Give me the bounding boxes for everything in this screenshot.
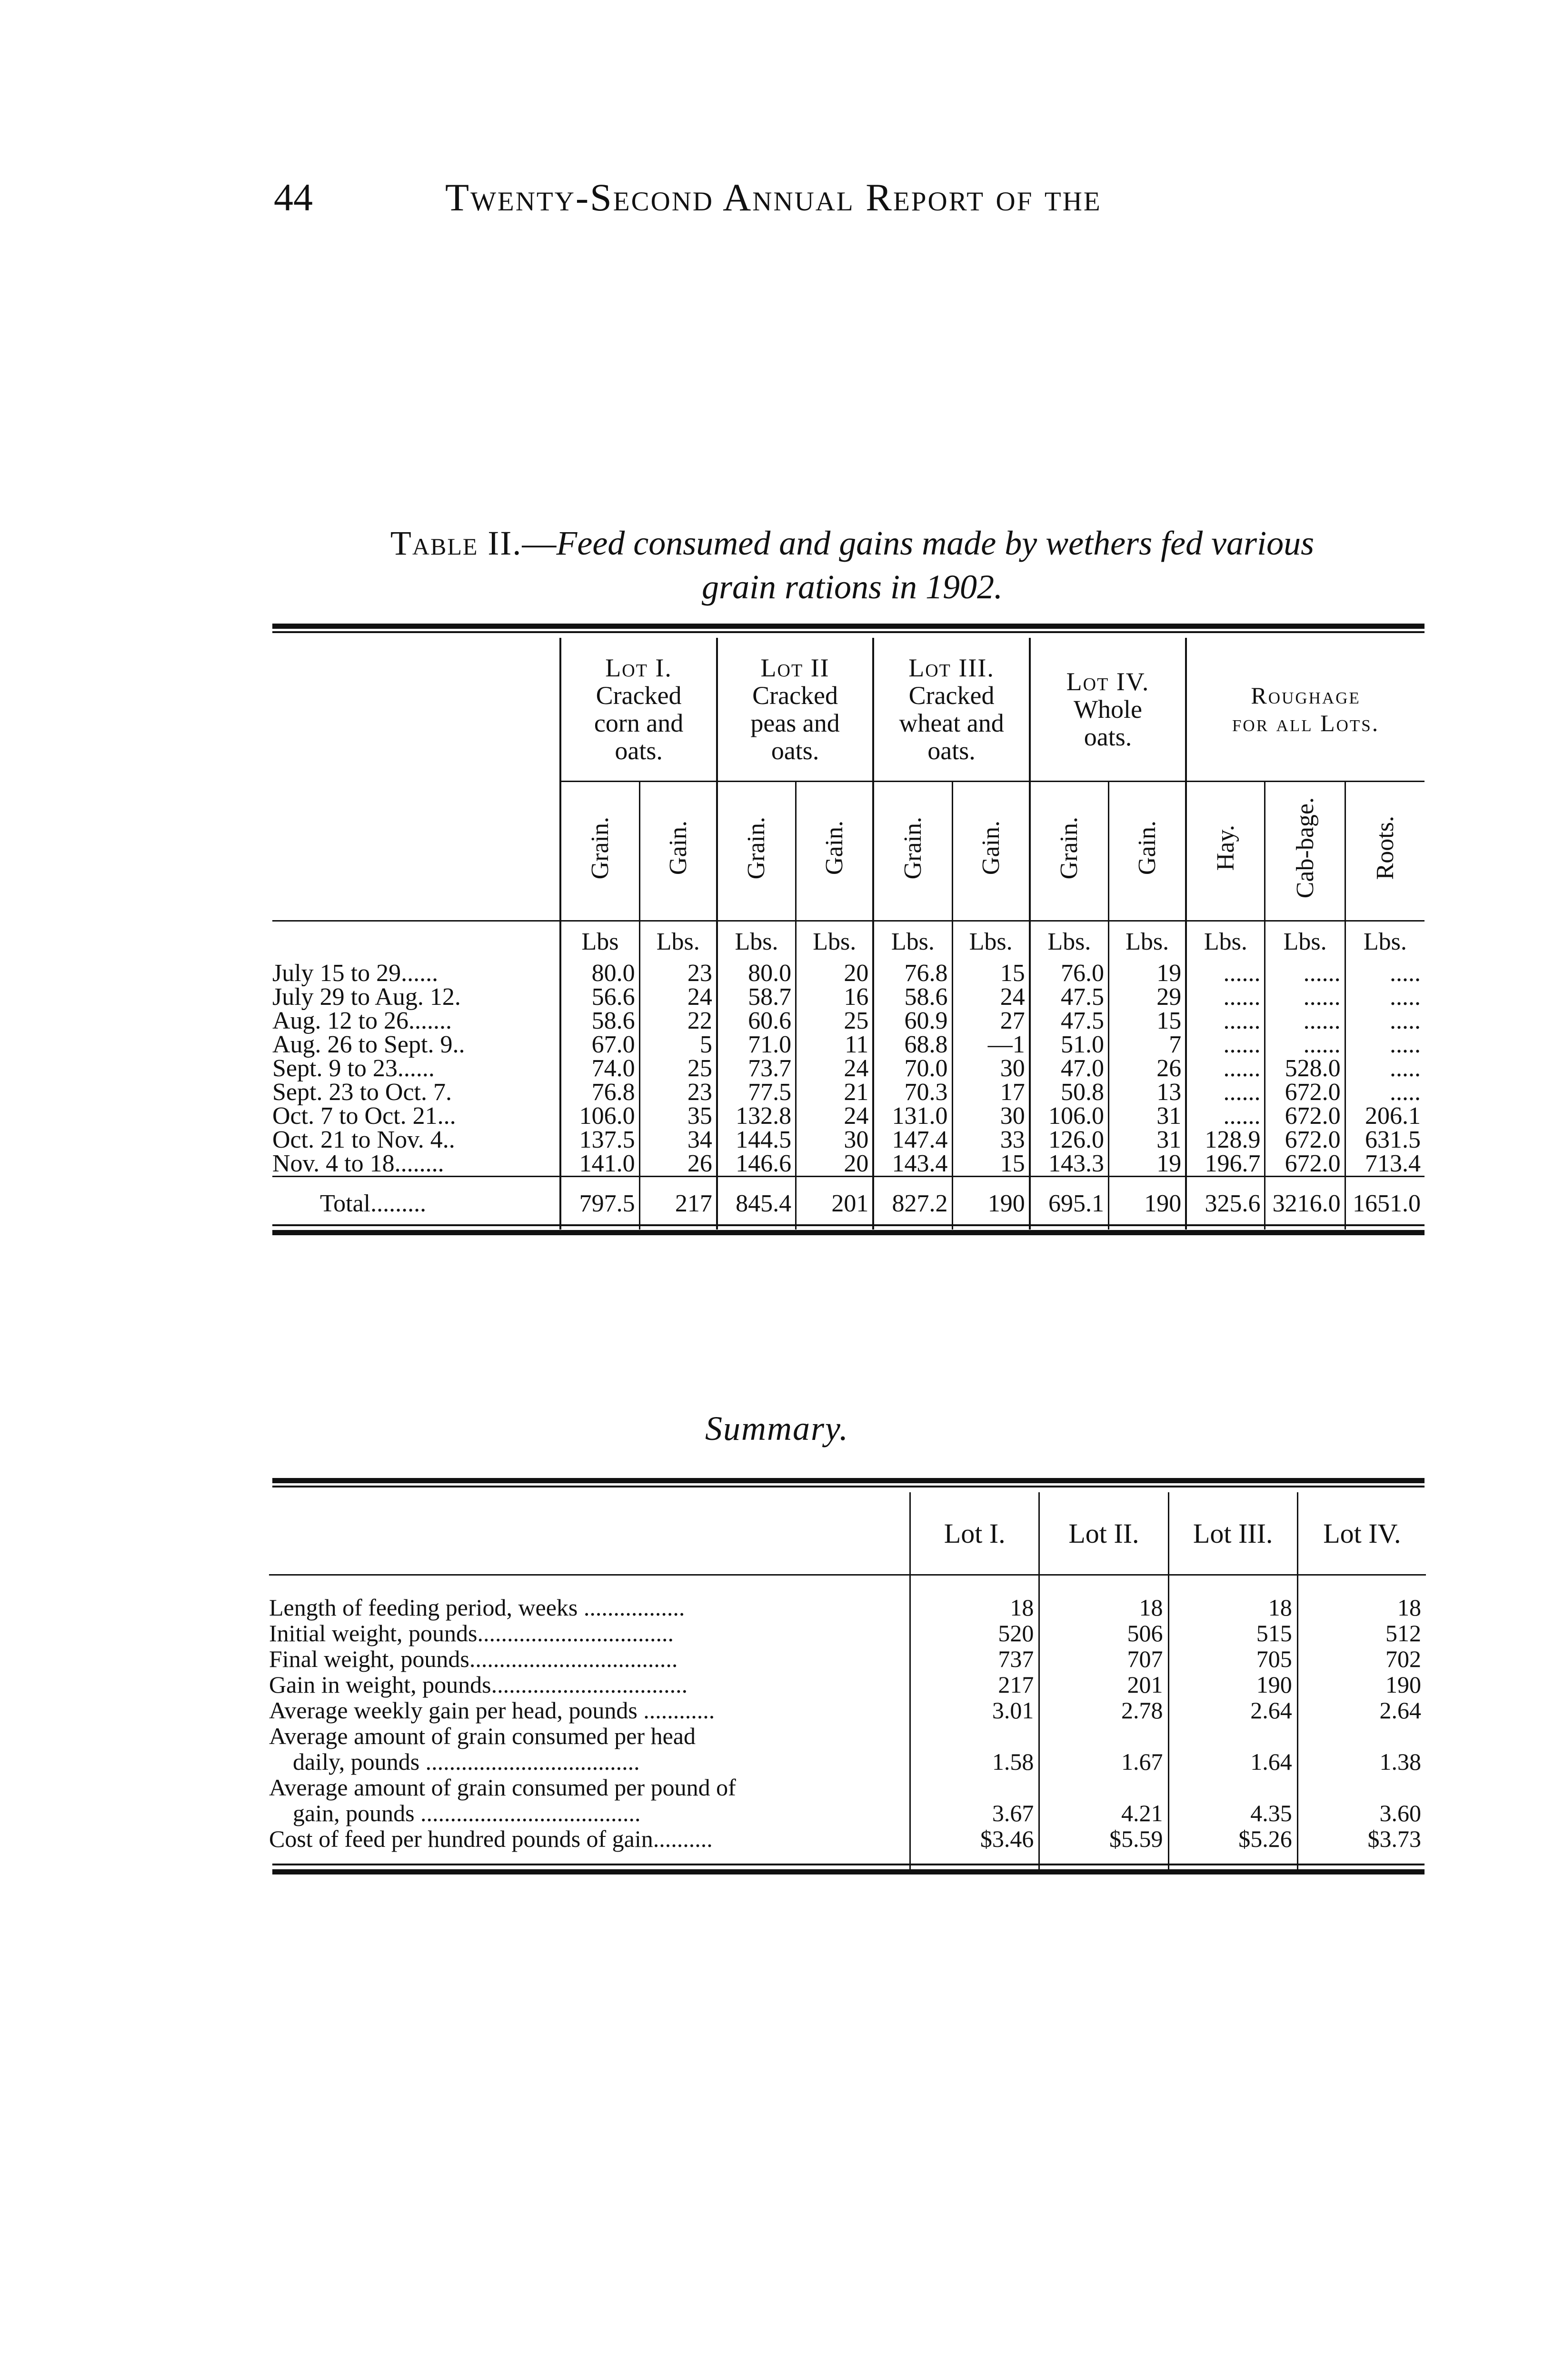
summary-label <box>269 1723 910 1775</box>
feed-cell: ..... <box>1345 1081 1424 1104</box>
feed-cell: 30 <box>952 1057 1030 1081</box>
feed-cell: 631.5 <box>1345 1128 1424 1152</box>
feed-cell: 141.0 <box>560 1152 639 1177</box>
feed-cell: 50.8 <box>1030 1081 1109 1104</box>
feed-cell: 17 <box>952 1081 1030 1104</box>
subhead-text: Gain. <box>977 821 1005 875</box>
lot-desc: peas and <box>750 709 840 737</box>
summary-stub-header <box>269 1492 910 1575</box>
feed-cell: 30 <box>796 1128 874 1152</box>
feed-cell: 58.6 <box>560 1009 639 1033</box>
feed-cell: 25 <box>639 1057 717 1081</box>
summary-top-rule-thin <box>272 1486 1424 1488</box>
feed-cell: 30 <box>952 1104 1030 1128</box>
feed-cell: 80.0 <box>717 962 796 985</box>
summary-label <box>269 1620 910 1646</box>
summary-value: 1.64 <box>1168 1723 1297 1775</box>
roughage-header <box>1186 638 1424 782</box>
subhead-text: Gain. <box>664 821 692 875</box>
total-cell: 190 <box>952 1177 1030 1230</box>
table-caption-line2: grain rations in 1902. <box>701 568 1003 606</box>
feed-cell: 47.5 <box>1030 1009 1109 1033</box>
unit-cell: Lbs. <box>639 921 717 962</box>
feed-cell: 106.0 <box>1030 1104 1109 1128</box>
period-label: Oct. 21 to Nov. 4.. <box>272 1126 455 1153</box>
column-subhead <box>639 782 717 921</box>
subhead-text: Hay. <box>1212 825 1239 871</box>
total-cell: 695.1 <box>1030 1177 1109 1230</box>
column-subhead <box>1109 782 1186 921</box>
lot-header <box>1030 638 1186 782</box>
feed-cell: ...... <box>1186 985 1265 1009</box>
feed-cell: 21 <box>796 1081 874 1104</box>
stub-subhead <box>272 782 560 921</box>
feed-cell: 24 <box>952 985 1030 1009</box>
feed-cell: ...... <box>1265 962 1345 985</box>
feed-cell: 58.7 <box>717 985 796 1009</box>
summary-value: 18 <box>1039 1575 1168 1621</box>
page-header <box>274 175 1369 232</box>
total-cell: 3216.0 <box>1265 1177 1345 1230</box>
feed-cell: 58.6 <box>873 985 952 1009</box>
summary-value: 3.67 <box>910 1775 1039 1826</box>
feed-cell: ...... <box>1265 1033 1345 1057</box>
feed-row <box>272 962 1424 985</box>
summary-header-row <box>269 1492 1426 1575</box>
lot-desc: Cracked <box>596 681 682 710</box>
feed-cell: 16 <box>796 985 874 1009</box>
subhead-row <box>272 782 1424 921</box>
feed-cell: 19 <box>1109 1152 1186 1177</box>
summary-value: 705 <box>1168 1646 1297 1672</box>
stub-header <box>272 638 560 782</box>
feed-cell: 22 <box>639 1009 717 1033</box>
lot-desc: Cracked <box>752 681 838 710</box>
lot-header <box>560 638 717 782</box>
feed-cell: 76.0 <box>1030 962 1109 985</box>
total-label: Total......... <box>272 1177 560 1230</box>
summary-value: 1.58 <box>910 1723 1039 1775</box>
summary-value: 3.60 <box>1297 1775 1426 1826</box>
feed-cell: 24 <box>796 1057 874 1081</box>
feed-cell: 60.9 <box>873 1009 952 1033</box>
feed-cell: 26 <box>639 1152 717 1177</box>
feed-cell: 672.0 <box>1265 1128 1345 1152</box>
summary-value: 515 <box>1168 1620 1297 1646</box>
feed-cell: 70.0 <box>873 1057 952 1081</box>
summary-value: 2.64 <box>1297 1697 1426 1723</box>
lot-header-row <box>272 638 1424 782</box>
roughage-subtitle: for all Lots. <box>1232 710 1380 736</box>
table-top-rule <box>272 624 1424 629</box>
total-cell: 201 <box>796 1177 874 1230</box>
summary-table <box>269 1492 1426 1871</box>
total-cell: 845.4 <box>717 1177 796 1230</box>
feed-cell: ..... <box>1345 1057 1424 1081</box>
unit-cell: Lbs. <box>1345 921 1424 962</box>
summary-row <box>269 1723 1426 1775</box>
feed-cell: 23 <box>639 962 717 985</box>
summary-label-continuation: daily, pounds .................................... <box>293 1748 640 1775</box>
feed-cell: 144.5 <box>717 1128 796 1152</box>
total-cell: 1651.0 <box>1345 1177 1424 1230</box>
summary-column-header: Lot I. <box>910 1492 1039 1575</box>
summary-label-line: Final weight, pounds................................... <box>269 1646 678 1672</box>
feed-cell: 132.8 <box>717 1104 796 1128</box>
feed-cell: ...... <box>1265 985 1345 1009</box>
summary-label-line: Average amount of grain consumed per head <box>269 1723 696 1749</box>
feed-cell: 15 <box>952 1152 1030 1177</box>
period-label: Aug. 26 to Sept. 9.. <box>272 1031 465 1058</box>
lot-title: Lot III. <box>908 654 995 682</box>
summary-row <box>269 1697 1426 1723</box>
roughage-title: Roughage <box>1251 682 1361 709</box>
summary-bottom-rule <box>272 1869 1424 1874</box>
feed-cell: 146.6 <box>717 1152 796 1177</box>
feed-cell: ..... <box>1345 1009 1424 1033</box>
summary-row <box>269 1646 1426 1672</box>
total-cell: 797.5 <box>560 1177 639 1230</box>
lot-desc: oats. <box>771 736 819 765</box>
feed-cell: ..... <box>1345 962 1424 985</box>
summary-label-line: Cost of feed per hundred pounds of gain.......... <box>269 1825 713 1852</box>
lot-desc: oats. <box>615 736 663 765</box>
feed-cell: ...... <box>1186 1057 1265 1081</box>
summary-title: Summary. <box>705 1409 849 1448</box>
summary-value: 702 <box>1297 1646 1426 1672</box>
column-subhead <box>717 782 796 921</box>
period-label: Sept. 9 to 23...... <box>272 1055 435 1082</box>
table-bottom-rule-thin <box>272 1224 1424 1226</box>
unit-cell: Lbs. <box>952 921 1030 962</box>
feed-cell: 147.4 <box>873 1128 952 1152</box>
feed-cell: 15 <box>952 962 1030 985</box>
summary-value: 201 <box>1039 1672 1168 1697</box>
lot-desc: wheat and <box>899 709 1004 737</box>
column-subhead <box>1030 782 1109 921</box>
feed-cell: 35 <box>639 1104 717 1128</box>
feed-cell: ...... <box>1186 1033 1265 1057</box>
unit-cell: Lbs. <box>717 921 796 962</box>
unit-cell: Lbs. <box>1109 921 1186 962</box>
feed-cell: 126.0 <box>1030 1128 1109 1152</box>
feed-row <box>272 1152 1424 1177</box>
feed-cell: ..... <box>1345 1033 1424 1057</box>
summary-row <box>269 1775 1426 1826</box>
feed-cell: —1 <box>952 1033 1030 1057</box>
feed-row <box>272 1033 1424 1057</box>
table-caption-lead: Table II. <box>390 524 522 562</box>
subhead-text: Grain. <box>1056 816 1083 880</box>
lot-desc: corn and <box>594 709 684 737</box>
feed-cell: 71.0 <box>717 1033 796 1057</box>
units-row <box>272 921 1424 962</box>
feed-cell: ...... <box>1186 1081 1265 1104</box>
feed-cell: 672.0 <box>1265 1104 1345 1128</box>
feed-cell: 19 <box>1109 962 1186 985</box>
subhead-text: Grain. <box>899 816 926 880</box>
summary-column-header: Lot IV. <box>1297 1492 1426 1575</box>
summary-row <box>269 1620 1426 1646</box>
feed-cell: 25 <box>796 1009 874 1033</box>
summary-value: 18 <box>910 1575 1039 1621</box>
summary-value: 707 <box>1039 1646 1168 1672</box>
total-row <box>272 1177 1424 1230</box>
column-subhead <box>1265 782 1345 921</box>
lot-title: Lot I. <box>605 654 672 682</box>
column-subhead <box>560 782 639 921</box>
period-label: Oct. 7 to Oct. 21... <box>272 1102 456 1130</box>
total-cell: 190 <box>1109 1177 1186 1230</box>
summary-value: 18 <box>1168 1575 1297 1621</box>
feed-cell: 60.6 <box>717 1009 796 1033</box>
feed-cell: 70.3 <box>873 1081 952 1104</box>
period-label: July 29 to Aug. 12. <box>272 983 461 1011</box>
summary-value: 737 <box>910 1646 1039 1672</box>
subhead-text: Gain. <box>821 821 848 875</box>
lot-desc: Whole <box>1074 695 1142 724</box>
feed-cell: 11 <box>796 1033 874 1057</box>
feed-cell: 672.0 <box>1265 1152 1345 1177</box>
feed-table <box>272 638 1424 1230</box>
lot-desc: Cracked <box>908 681 995 710</box>
feed-cell: 24 <box>796 1104 874 1128</box>
summary-column-header: Lot II. <box>1039 1492 1168 1575</box>
feed-cell: 73.7 <box>717 1057 796 1081</box>
summary-top-rule <box>272 1478 1424 1483</box>
subhead-text: Cab-bage. <box>1291 797 1319 899</box>
summary-row <box>269 1672 1426 1697</box>
feed-cell: 34 <box>639 1128 717 1152</box>
feed-cell: ..... <box>1345 985 1424 1009</box>
feed-cell: 528.0 <box>1265 1057 1345 1081</box>
summary-value: 3.01 <box>910 1697 1039 1723</box>
summary-value: 512 <box>1297 1620 1426 1646</box>
feed-cell: 5 <box>639 1033 717 1057</box>
summary-column-header: Lot III. <box>1168 1492 1297 1575</box>
feed-cell: 13 <box>1109 1081 1186 1104</box>
feed-cell: ...... <box>1186 1009 1265 1033</box>
summary-label <box>269 1672 910 1697</box>
period-label: Nov. 4 to 18........ <box>272 1150 444 1177</box>
feed-cell: 713.4 <box>1345 1152 1424 1177</box>
column-subhead <box>873 782 952 921</box>
unit-cell: Lbs. <box>1265 921 1345 962</box>
table-top-rule-thin <box>272 631 1424 633</box>
summary-value: 1.67 <box>1039 1723 1168 1775</box>
feed-row <box>272 1009 1424 1033</box>
summary-label-continuation: gain, pounds ..................................... <box>293 1800 641 1826</box>
feed-row <box>272 1128 1424 1152</box>
feed-cell: 20 <box>796 962 874 985</box>
total-cell: 325.6 <box>1186 1177 1265 1230</box>
summary-value: 2.78 <box>1039 1697 1168 1723</box>
summary-label-line: Average weekly gain per head, pounds ............ <box>269 1697 715 1724</box>
feed-cell: 137.5 <box>560 1128 639 1152</box>
feed-cell: 47.5 <box>1030 985 1109 1009</box>
lot-title: Lot II <box>760 654 830 682</box>
feed-cell: 51.0 <box>1030 1033 1109 1057</box>
period-label: July 15 to 29...... <box>272 960 438 987</box>
summary-label-line: Gain in weight, pounds................................. <box>269 1671 688 1698</box>
lot-title: Lot IV. <box>1066 667 1150 696</box>
feed-cell: 23 <box>639 1081 717 1104</box>
summary-value: 18 <box>1297 1575 1426 1621</box>
subhead-text: Grain. <box>586 816 614 880</box>
table-caption-dash: — <box>522 524 557 562</box>
lot-header <box>873 638 1029 782</box>
feed-cell: 56.6 <box>560 985 639 1009</box>
feed-cell: 196.7 <box>1186 1152 1265 1177</box>
summary-label <box>269 1775 910 1826</box>
total-cell: 827.2 <box>873 1177 952 1230</box>
unit-cell: Lbs. <box>873 921 952 962</box>
summary-value: 520 <box>910 1620 1039 1646</box>
feed-cell: 143.3 <box>1030 1152 1109 1177</box>
feed-cell: 24 <box>639 985 717 1009</box>
column-subhead <box>952 782 1030 921</box>
table-bottom-rule <box>272 1230 1424 1235</box>
running-head: Twenty-Second Annual Report of the <box>445 176 1102 219</box>
feed-row <box>272 1104 1424 1128</box>
feed-cell: 77.5 <box>717 1081 796 1104</box>
summary-value: 2.64 <box>1168 1697 1297 1723</box>
summary-label <box>269 1697 910 1723</box>
unit-cell: Lbs. <box>1030 921 1109 962</box>
subhead-text: Roots. <box>1371 816 1399 880</box>
summary-value: 190 <box>1297 1672 1426 1697</box>
summary-value: 217 <box>910 1672 1039 1697</box>
period-label: Sept. 23 to Oct. 7. <box>272 1079 452 1106</box>
feed-cell: 27 <box>952 1009 1030 1033</box>
feed-row <box>272 985 1424 1009</box>
summary-label-line: Average amount of grain consumed per pound of <box>269 1774 736 1801</box>
summary-bottom-rule-thin <box>272 1864 1424 1865</box>
feed-cell: 33 <box>952 1128 1030 1152</box>
summary-value: $5.59 <box>1039 1826 1168 1871</box>
feed-cell: 131.0 <box>873 1104 952 1128</box>
page-number: 44 <box>274 176 313 219</box>
summary-value: $5.26 <box>1168 1826 1297 1871</box>
feed-cell: 76.8 <box>873 962 952 985</box>
feed-cell: 106.0 <box>560 1104 639 1128</box>
feed-cell: 7 <box>1109 1033 1186 1057</box>
column-subhead <box>1186 782 1265 921</box>
period-label: Aug. 12 to 26....... <box>272 1007 452 1034</box>
summary-value: 506 <box>1039 1620 1168 1646</box>
summary-value: 1.38 <box>1297 1723 1426 1775</box>
feed-cell: 26 <box>1109 1057 1186 1081</box>
feed-row <box>272 1081 1424 1104</box>
feed-cell: ...... <box>1186 962 1265 985</box>
lot-header <box>717 638 873 782</box>
feed-cell: 67.0 <box>560 1033 639 1057</box>
summary-value: $3.46 <box>910 1826 1039 1871</box>
feed-cell: ...... <box>1265 1009 1345 1033</box>
subhead-text: Gain. <box>1134 821 1161 875</box>
feed-row <box>272 1057 1424 1081</box>
feed-cell: 143.4 <box>873 1152 952 1177</box>
lot-desc: oats. <box>1084 723 1132 751</box>
summary-row <box>269 1575 1426 1621</box>
feed-cell: 29 <box>1109 985 1186 1009</box>
column-subhead <box>1345 782 1424 921</box>
feed-cell: ...... <box>1186 1104 1265 1128</box>
stub-units <box>272 921 560 962</box>
feed-cell: 31 <box>1109 1104 1186 1128</box>
feed-cell: 128.9 <box>1186 1128 1265 1152</box>
table-caption <box>271 521 1433 609</box>
feed-cell: 68.8 <box>873 1033 952 1057</box>
feed-cell: 47.0 <box>1030 1057 1109 1081</box>
summary-label <box>269 1646 910 1672</box>
summary-label-line: Length of feeding period, weeks ................. <box>269 1594 685 1621</box>
total-cell: 217 <box>639 1177 717 1230</box>
unit-cell: Lbs. <box>796 921 874 962</box>
summary-label-line: Initial weight, pounds................................. <box>269 1620 674 1646</box>
column-subhead <box>796 782 874 921</box>
feed-cell: 80.0 <box>560 962 639 985</box>
summary-value: 4.35 <box>1168 1775 1297 1826</box>
summary-value: 4.21 <box>1039 1775 1168 1826</box>
summary-label <box>269 1575 910 1621</box>
table-caption-line1: Feed consumed and gains made by wethers fed various <box>556 524 1315 562</box>
unit-cell: Lbs. <box>1186 921 1265 962</box>
feed-cell: 74.0 <box>560 1057 639 1081</box>
feed-cell: 20 <box>796 1152 874 1177</box>
feed-cell: 15 <box>1109 1009 1186 1033</box>
unit-cell: Lbs <box>560 921 639 962</box>
subhead-text: Grain. <box>743 816 770 880</box>
feed-cell: 672.0 <box>1265 1081 1345 1104</box>
feed-cell: 76.8 <box>560 1081 639 1104</box>
lot-desc: oats. <box>927 736 976 765</box>
feed-cell: 31 <box>1109 1128 1186 1152</box>
summary-value: $3.73 <box>1297 1826 1426 1871</box>
summary-value: 190 <box>1168 1672 1297 1697</box>
feed-cell: 206.1 <box>1345 1104 1424 1128</box>
